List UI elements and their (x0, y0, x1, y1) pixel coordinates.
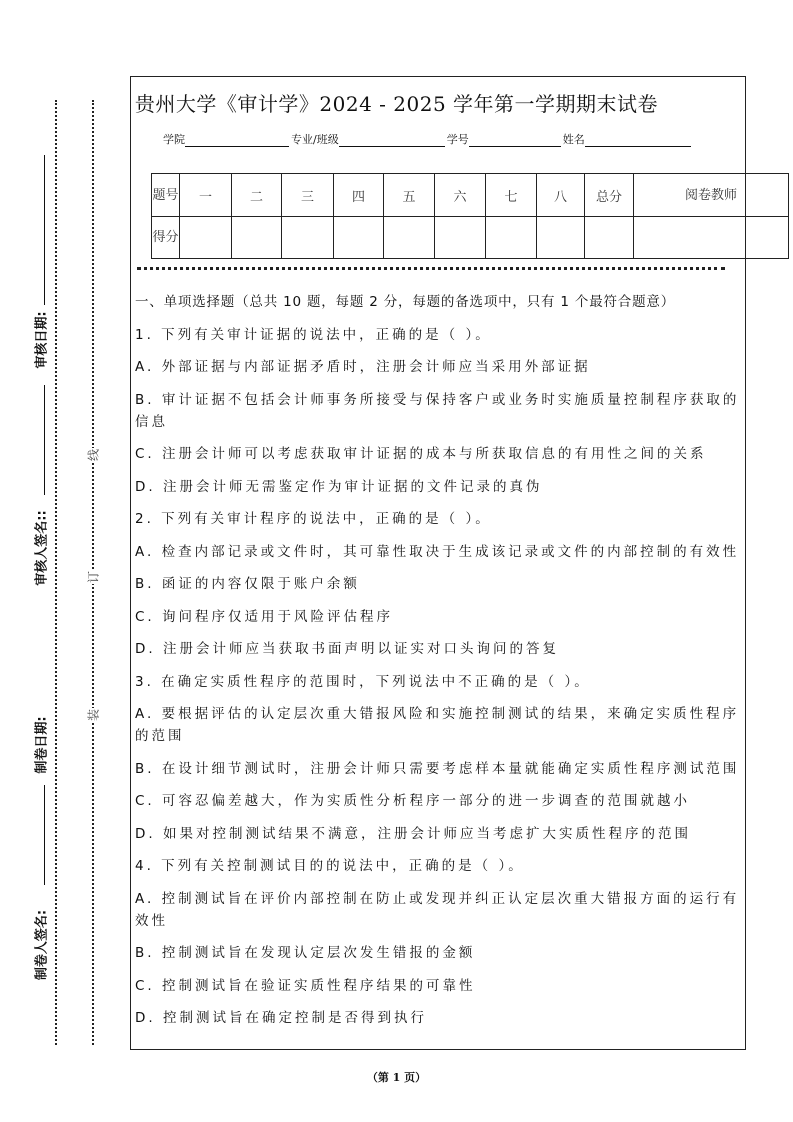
col-header: 六 (435, 174, 486, 217)
name-field[interactable] (585, 133, 691, 147)
answer-option: D. 注册会计师无需鉴定作为审计证据的文件记录的真伪 (135, 478, 543, 495)
questions (135, 291, 741, 1040)
row-label: 题号 (152, 174, 180, 217)
answer-option: C. 询问程序仅适用于风险评估程序 (135, 608, 394, 625)
score-row (152, 217, 789, 259)
question-number-row (152, 174, 789, 217)
question-stem: 2. 下列有关审计程序的说法中，正确的是（ ）。 (135, 511, 492, 527)
answer-option: C. 控制测试旨在验证实质性程序结果的可靠性 (135, 977, 476, 994)
binder-mark-staple: 装 (86, 708, 101, 722)
section-heading: 一、单项选择题（总共 10 题，每题 2 分，每题的备选项中，只有 1 个最符合题意） (135, 294, 676, 310)
col-header: 总分 (585, 174, 634, 217)
college-label: 学院 (163, 133, 185, 146)
answer-option: B. 在设计细节测试时，注册会计师只需要考虑样本量就能确定实质性程序测试范围 (135, 760, 740, 777)
question-stem: 1. 下列有关审计证据的说法中，正确的是（ ）。 (135, 326, 492, 343)
answer-option: A. 外部证据与内部证据矛盾时，注册会计师应当采用外部证据 (135, 359, 591, 375)
page-title: 贵州大学《审计学》2024 - 2025 学年第一学期期末试卷 (134, 92, 659, 116)
reviewer-signature-underline (44, 385, 45, 495)
answer-option: A. 要根据评估的认定层次重大错报风险和实施控制测试的结果，来确定实质性程序的范围 (135, 706, 740, 744)
col-header: 二 (232, 174, 282, 217)
col-header: 三 (282, 174, 334, 217)
reviewer-signature-label: 审核人签名:: (34, 510, 50, 586)
row-label: 得分 (152, 217, 180, 259)
answer-option: D. 如果对控制测试结果不满意，注册会计师应当考虑扩大实质性程序的范围 (135, 825, 691, 842)
score-cell[interactable] (486, 217, 537, 259)
review-date-underline (44, 155, 45, 305)
page-number: （第 1 页） (366, 1071, 427, 1084)
score-cell[interactable] (634, 217, 789, 259)
student-id-field[interactable] (469, 133, 561, 147)
score-cell[interactable] (180, 217, 232, 259)
major-class-label: 专业/班级 (291, 133, 339, 146)
binder-mark-bind: 订 (86, 570, 101, 584)
college-field[interactable] (185, 133, 289, 147)
score-cell[interactable] (384, 217, 435, 259)
prepare-date-underline (44, 785, 45, 885)
answer-option: D. 注册会计师应当获取书面声明以证实对口头询问的答复 (135, 641, 559, 657)
name-label: 姓名 (562, 133, 585, 146)
score-cell[interactable] (537, 217, 585, 259)
answer-option: D. 控制测试旨在确定控制是否得到执行 (135, 1010, 427, 1026)
review-date-label: 审核日期: (34, 311, 50, 369)
question-stem: 3. 在确定实质性程序的范围时，下列说法中不正确的是（ ）。 (135, 673, 591, 690)
answer-option: C. 可容忍偏差越大，作为实质性分析程序一部分的进一步调查的范围就越小 (135, 793, 691, 809)
student-id-label: 学号 (446, 133, 469, 146)
col-header: 五 (384, 174, 435, 217)
binder-mark-line: 线 (86, 448, 101, 462)
prepare-date-label: 制卷日期: (34, 716, 50, 774)
col-header: 一 (180, 174, 232, 217)
score-cell[interactable] (232, 217, 282, 259)
score-cell[interactable] (334, 217, 384, 259)
col-header: 八 (537, 174, 585, 217)
student-info-line (163, 131, 693, 147)
outer-dotted-line (55, 100, 57, 1045)
answer-option: A. 控制测试旨在评价内部控制在防止或发现并纠正认定层次重大错报方面的运行有效性 (135, 890, 740, 929)
separator-dotted-line (137, 267, 725, 270)
preparer-signature-label: 制卷人签名: (34, 909, 50, 981)
answer-option: B. 审计证据不包括会计师事务所接受与保持客户或业务时实施质量控制程序获取的信息 (135, 391, 740, 430)
answer-option: C. 注册会计师可以考虑获取审计证据的成本与所获取信息的有用性之间的关系 (135, 446, 707, 462)
score-cell[interactable] (435, 217, 486, 259)
score-cell[interactable] (282, 217, 334, 259)
col-header: 阅卷教师 (634, 174, 789, 217)
col-header: 七 (486, 174, 537, 217)
answer-option: B. 控制测试旨在发现认定层次发生错报的金额 (135, 945, 476, 961)
score-cell[interactable] (585, 217, 634, 259)
score-table (151, 173, 789, 259)
major-class-field[interactable] (339, 133, 445, 147)
col-header: 四 (334, 174, 384, 217)
question-stem: 4. 下列有关控制测试目的的说法中，正确的是（ ）。 (135, 858, 525, 874)
answer-option: B. 函证的内容仅限于账户余额 (135, 576, 360, 592)
answer-option: A. 检查内部记录或文件时，其可靠性取决于生成该记录或文件的内部控制的有效性 (135, 543, 740, 560)
